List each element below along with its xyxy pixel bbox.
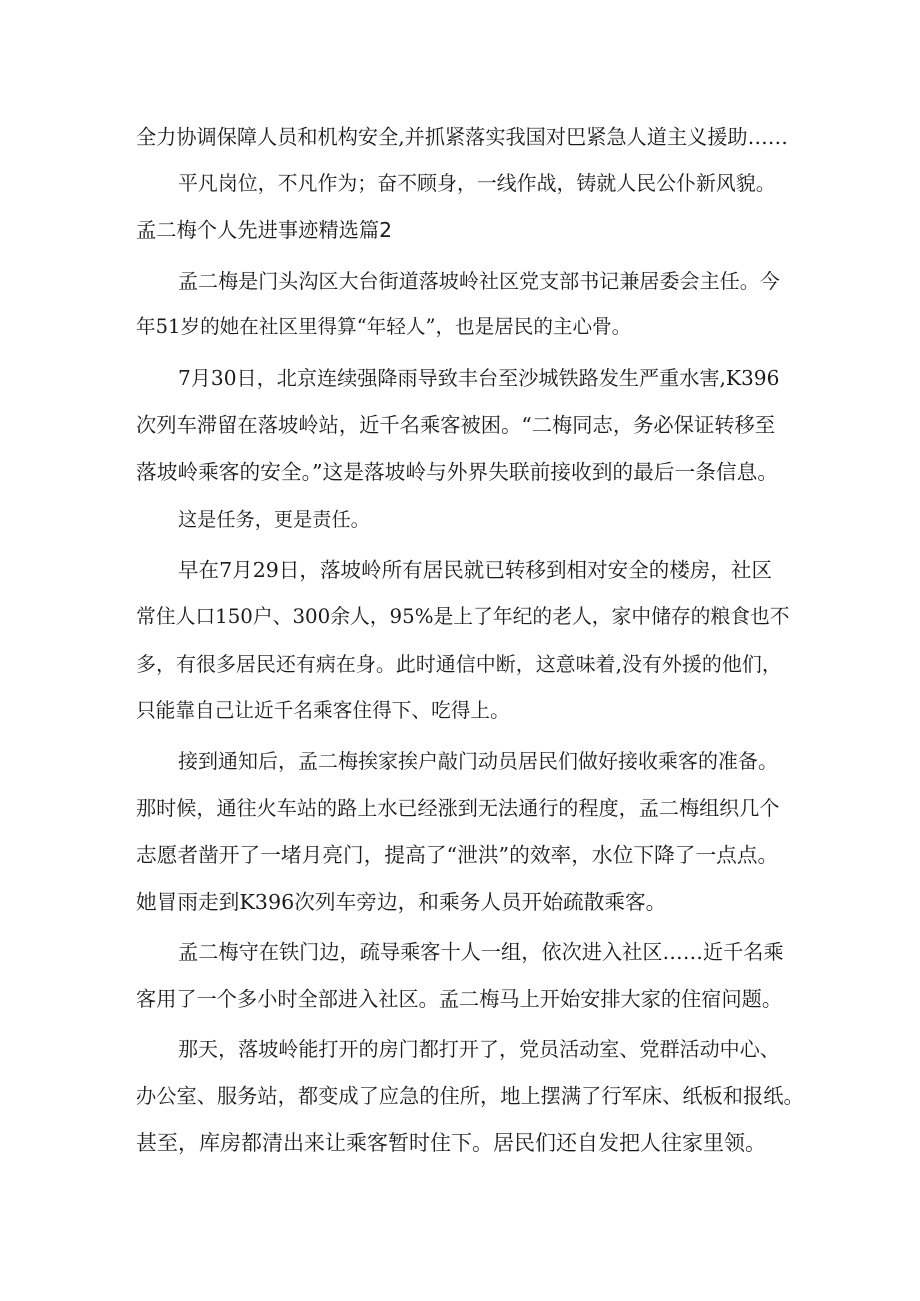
text-line: 落坡岭乘客的安全。”这是落坡岭与外界失联前接收到的最后一条信息。: [136, 460, 779, 484]
text-line: 办公室、服务站，都变成了应急的住所，地上摆满了行军床、纸板和报纸。: [136, 1084, 804, 1108]
text-line: 多，有很多居民还有病在身。此时通信中断，这意味着,没有外援的他们，: [136, 652, 782, 676]
text-line: 接到通知后，孟二梅挨家挨户敲门动员居民们做好接收乘客的准备。: [178, 749, 778, 773]
text-line: 这是任务，更是责任。: [178, 508, 370, 531]
text-line: 年51岁的她在社区里得算“年轻人”，也是居民的主心骨。: [136, 315, 632, 338]
text-line: 7月30日，北京连续强降雨导致丰台至沙城铁路发生严重水害,K396: [178, 366, 780, 390]
text-line: 次列车滞留在落坡岭站，近千名乘客被困。“二梅同志，务必保证转移至: [136, 413, 776, 437]
text-line: 甚至，库房都清出来让乘客暂时住下。居民们还自发把人往家里领。: [136, 1131, 766, 1155]
text-line: 孟二梅是门头沟区大台街道落坡岭社区党支部书记兼居委会主任。今: [178, 269, 780, 293]
text-line: 她冒雨走到K396次列车旁边，和乘务人员开始疏散乘客。: [136, 890, 667, 914]
text-line: 平凡岗位，不凡作为；奋不顾身，一线作战，铸就人民公仆新风貌。: [178, 172, 776, 195]
text-line: 那天，落坡岭能打开的房门都打开了，党员活动室、党群活动中心、: [178, 1037, 780, 1061]
text-line: 孟二梅守在铁门边，疏导乘客十人一组，依次进入社区……近千名乘: [178, 940, 784, 964]
text-line: 只能靠自己让近千名乘客住得下、吃得上。: [136, 699, 510, 722]
text-line: 那时候，通往火车站的路上水已经涨到无法通行的程度，孟二梅组织几个: [136, 796, 780, 820]
text-line: 常住人口150户、300余人，95%是上了年纪的老人，家中储存的粮食也不: [136, 605, 790, 628]
text-line: 全力协调保障人员和机构安全,并抓紧落实我国对巴紧急人道主义援助……: [136, 125, 788, 149]
text-line: 早在7月29日，落坡岭所有居民就已转移到相对安全的楼房，社区: [178, 558, 772, 582]
text-line: 客用了一个多小时全部进入社区。孟二梅马上开始安排大家的住宿问题。: [136, 987, 783, 1011]
text-line: 志愿者凿开了一堵月亮门，提高了“泄洪”的效率，水位下降了一点点。: [136, 843, 779, 867]
section-heading: 孟二梅个人先进事迹精选篇2: [136, 218, 393, 242]
